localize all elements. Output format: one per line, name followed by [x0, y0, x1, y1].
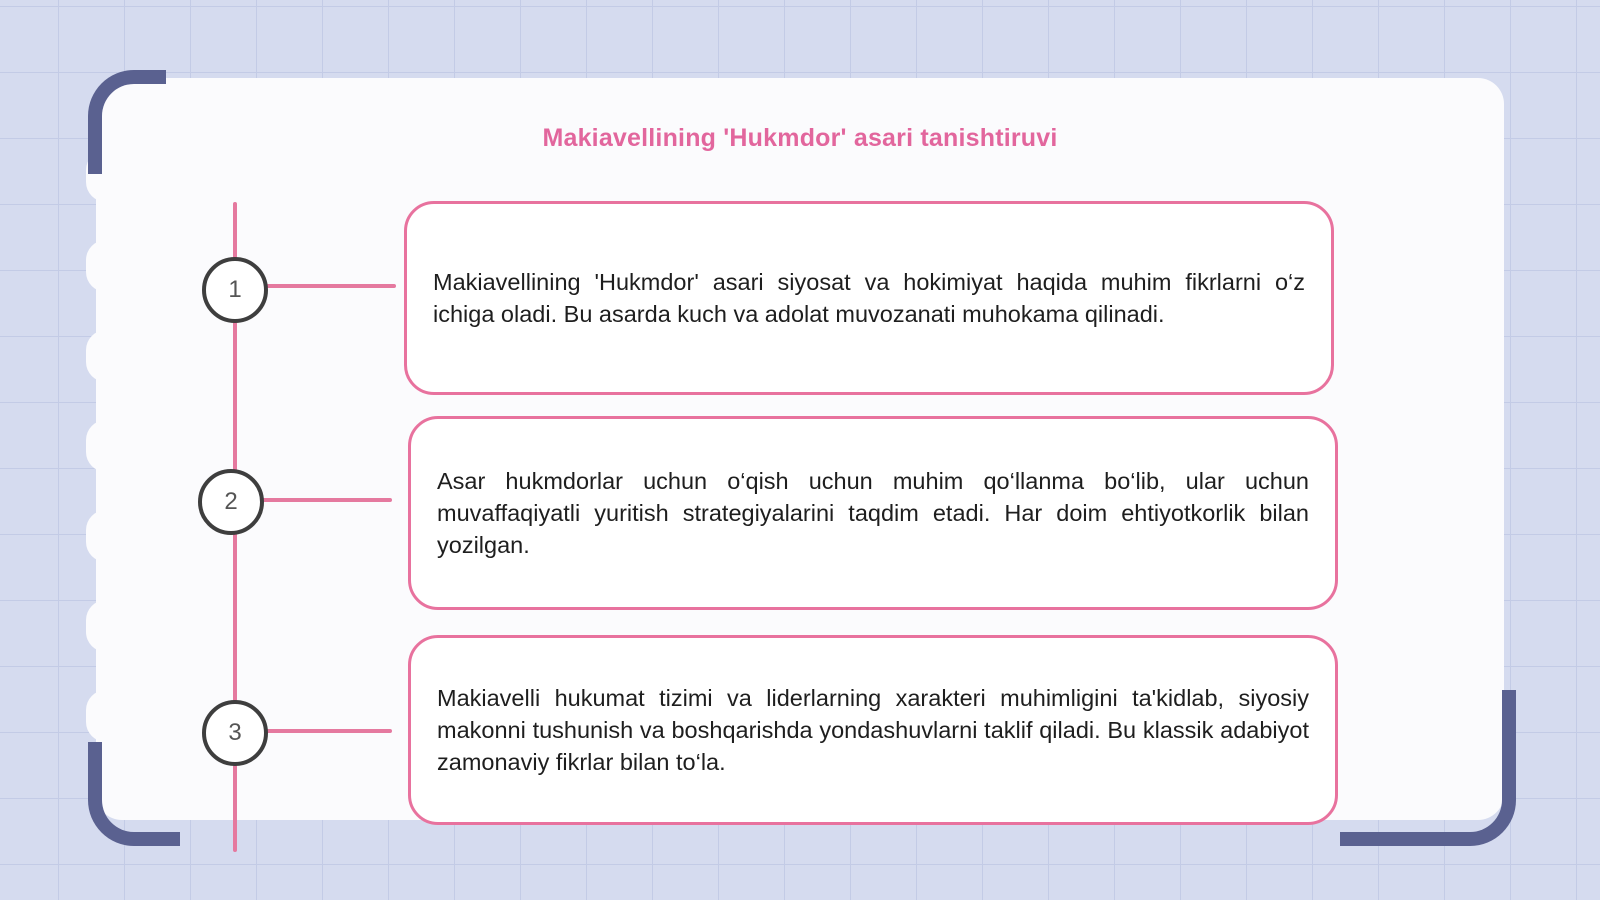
paper-tab: [86, 420, 126, 472]
timeline-connector: [262, 498, 392, 502]
paper-tab: [86, 600, 126, 652]
step-text-2: Asar hukmdorlar uchun o‘qish uchun muhim qo‘llanma bo‘lib, ular uchun muvaffaqiyatli yuritish strategiyalarini taqdim etadi. Har doim ehtiyotkorlik bilan yozilgan.: [437, 468, 1309, 558]
paper-tab: [86, 510, 126, 562]
step-card-2: [408, 416, 1338, 610]
paper-tab: [86, 330, 126, 382]
corner-bracket-top-left: [88, 70, 166, 174]
timeline-connector: [266, 729, 392, 733]
timeline-connector: [266, 284, 396, 288]
corner-bracket-bottom-right: [1340, 690, 1516, 846]
step-card-1: [404, 201, 1334, 395]
step-number-3: 3: [202, 700, 268, 766]
paper-tab: [86, 690, 126, 742]
step-number-1: 1: [202, 257, 268, 323]
step-text-3: Makiavelli hukumat tizimi va liderlarning xarakteri muhimligini ta'kidlab, siyosiy makonni tushunish va boshqarishda yondashuvlarni taklif qiladi. Bu klassik adabiyot zamonaviy fikrlar bilan to‘la.: [437, 685, 1309, 775]
corner-bracket-bottom-left: [88, 742, 180, 846]
step-card-3: [408, 635, 1338, 825]
paper-tab: [86, 240, 126, 292]
step-text-1: Makiavellining 'Hukmdor' asari siyosat va hokimiyat haqida muhim fikrlarni o‘z ichiga oladi. Bu asarda kuch va adolat muvozanati muhokama qilinadi.: [433, 269, 1305, 327]
slide-title: Makiavellining 'Hukmdor' asari tanishtiruvi: [542, 124, 1058, 152]
step-number-2: 2: [198, 469, 264, 535]
